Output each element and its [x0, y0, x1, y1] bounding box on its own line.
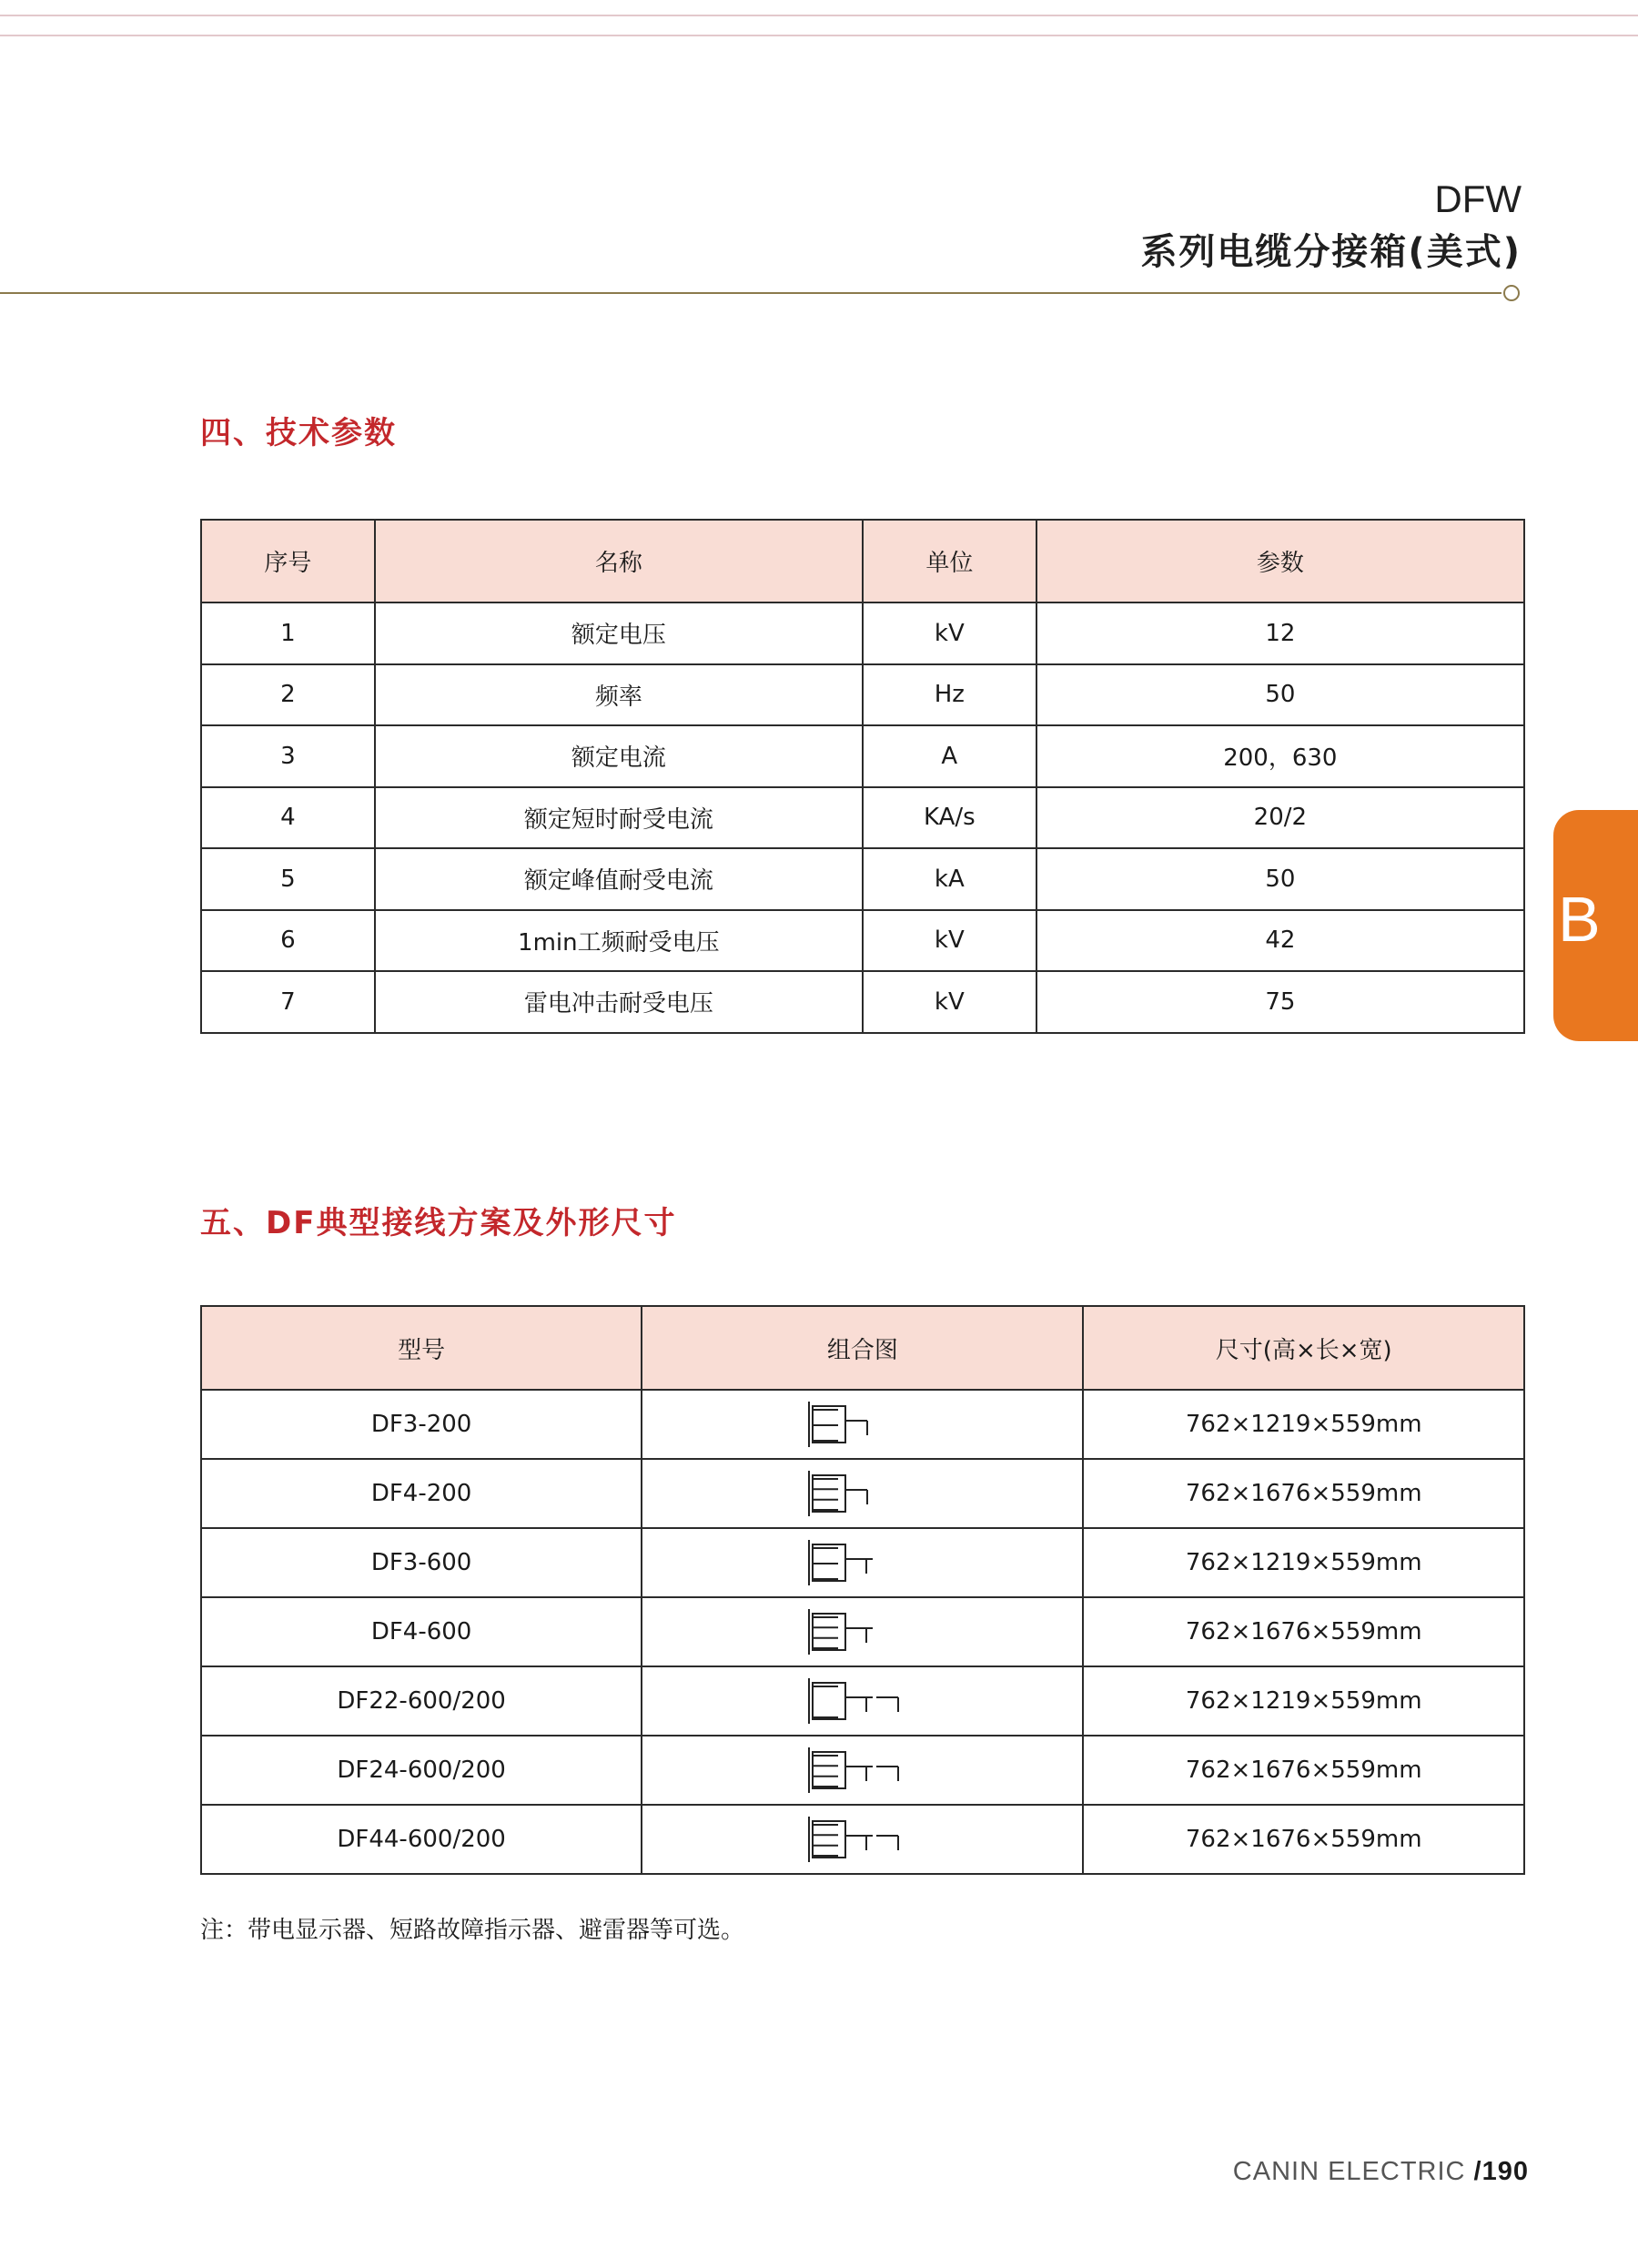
cell-index: 1 — [201, 602, 375, 664]
page-number: 190 — [1481, 2157, 1529, 2186]
series-title: DFW — [1434, 177, 1522, 220]
cell-size: 762×1219×559mm — [1083, 1666, 1524, 1736]
cell-name: 额定电流 — [375, 725, 863, 787]
cell-model: DF24-600/200 — [201, 1736, 642, 1805]
table-row — [201, 602, 1524, 664]
section-tab-label: B — [1558, 884, 1601, 955]
table-row — [201, 1805, 1524, 1874]
table-row — [201, 664, 1524, 726]
section-title-params: 四、技术参数 — [200, 415, 397, 451]
cell-size: 762×1676×559mm — [1083, 1459, 1524, 1528]
cell-value: 75 — [1036, 971, 1524, 1033]
table-row — [201, 1597, 1524, 1666]
cell-index: 7 — [201, 971, 375, 1033]
cell-unit: KA/s — [863, 787, 1036, 849]
params-table — [200, 519, 1525, 1034]
col-header-model: 型号 — [201, 1306, 642, 1390]
product-title: 系列电缆分接箱(美式) — [1140, 231, 1522, 273]
rule-end-circle-icon — [1503, 285, 1520, 301]
cell-unit: A — [863, 725, 1036, 787]
cell-unit: kV — [863, 971, 1036, 1033]
table-row — [201, 1390, 1524, 1459]
wiring-diagram-icon — [642, 1390, 1083, 1459]
cell-name: 频率 — [375, 664, 863, 726]
table-row — [201, 848, 1524, 910]
schemes-table — [200, 1305, 1525, 1875]
cell-model: DF22-600/200 — [201, 1666, 642, 1736]
table-row — [201, 787, 1524, 849]
section-tab[interactable] — [1553, 810, 1638, 1041]
col-header-index: 序号 — [201, 520, 375, 602]
cell-index: 6 — [201, 910, 375, 972]
cell-size: 762×1219×559mm — [1083, 1390, 1524, 1459]
wiring-diagram-icon — [642, 1666, 1083, 1736]
cell-value: 20/2 — [1036, 787, 1524, 849]
col-header-unit: 单位 — [863, 520, 1036, 602]
cell-model: DF3-600 — [201, 1528, 642, 1597]
cell-name: 雷电冲击耐受电压 — [375, 971, 863, 1033]
table-row — [201, 1666, 1524, 1736]
table-row — [201, 1459, 1524, 1528]
table-row — [201, 910, 1524, 972]
wiring-diagram-icon — [642, 1528, 1083, 1597]
cell-name: 1min工频耐受电压 — [375, 910, 863, 972]
wiring-diagram-icon — [642, 1805, 1083, 1874]
cell-model: DF3-200 — [201, 1390, 642, 1459]
page-separator: / — [1473, 2157, 1482, 2186]
cell-model: DF4-600 — [201, 1597, 642, 1666]
wiring-diagram-icon — [642, 1736, 1083, 1805]
wiring-diagram-icon — [642, 1459, 1083, 1528]
table-row — [201, 1528, 1524, 1597]
cell-model: DF44-600/200 — [201, 1805, 642, 1874]
cell-unit: kV — [863, 602, 1036, 664]
cell-index: 2 — [201, 664, 375, 726]
cell-size: 762×1676×559mm — [1083, 1736, 1524, 1805]
footer — [1233, 2157, 1529, 2187]
cell-index: 4 — [201, 787, 375, 849]
cell-unit: kV — [863, 910, 1036, 972]
cell-value: 42 — [1036, 910, 1524, 972]
section-title-schemes: 五、DF典型接线方案及外形尺寸 — [200, 1205, 677, 1241]
cell-name: 额定峰值耐受电流 — [375, 848, 863, 910]
cell-size: 762×1676×559mm — [1083, 1597, 1524, 1666]
cell-size: 762×1676×559mm — [1083, 1805, 1524, 1874]
top-rule-1 — [0, 15, 1638, 16]
cell-name: 额定短时耐受电流 — [375, 787, 863, 849]
cell-name: 额定电压 — [375, 602, 863, 664]
cell-value: 50 — [1036, 664, 1524, 726]
cell-model: DF4-200 — [201, 1459, 642, 1528]
top-rule-2 — [0, 35, 1638, 36]
cell-value: 12 — [1036, 602, 1524, 664]
footnote: 注：带电显示器、短路故障指示器、避雷器等可选。 — [200, 1917, 745, 1944]
cell-unit: Hz — [863, 664, 1036, 726]
wiring-diagram-icon — [642, 1597, 1083, 1666]
cell-index: 5 — [201, 848, 375, 910]
col-header-size: 尺寸(高×长×宽) — [1083, 1306, 1524, 1390]
cell-value: 50 — [1036, 848, 1524, 910]
header-rule — [0, 292, 1502, 294]
cell-unit: kA — [863, 848, 1036, 910]
cell-size: 762×1219×559mm — [1083, 1528, 1524, 1597]
cell-value: 200，630 — [1036, 725, 1524, 787]
col-header-value: 参数 — [1036, 520, 1524, 602]
table-row — [201, 971, 1524, 1033]
table-row — [201, 1736, 1524, 1805]
col-header-diagram: 组合图 — [642, 1306, 1083, 1390]
cell-index: 3 — [201, 725, 375, 787]
col-header-name: 名称 — [375, 520, 863, 602]
table-row — [201, 725, 1524, 787]
brand-name: CANIN ELECTRIC — [1232, 2157, 1466, 2186]
